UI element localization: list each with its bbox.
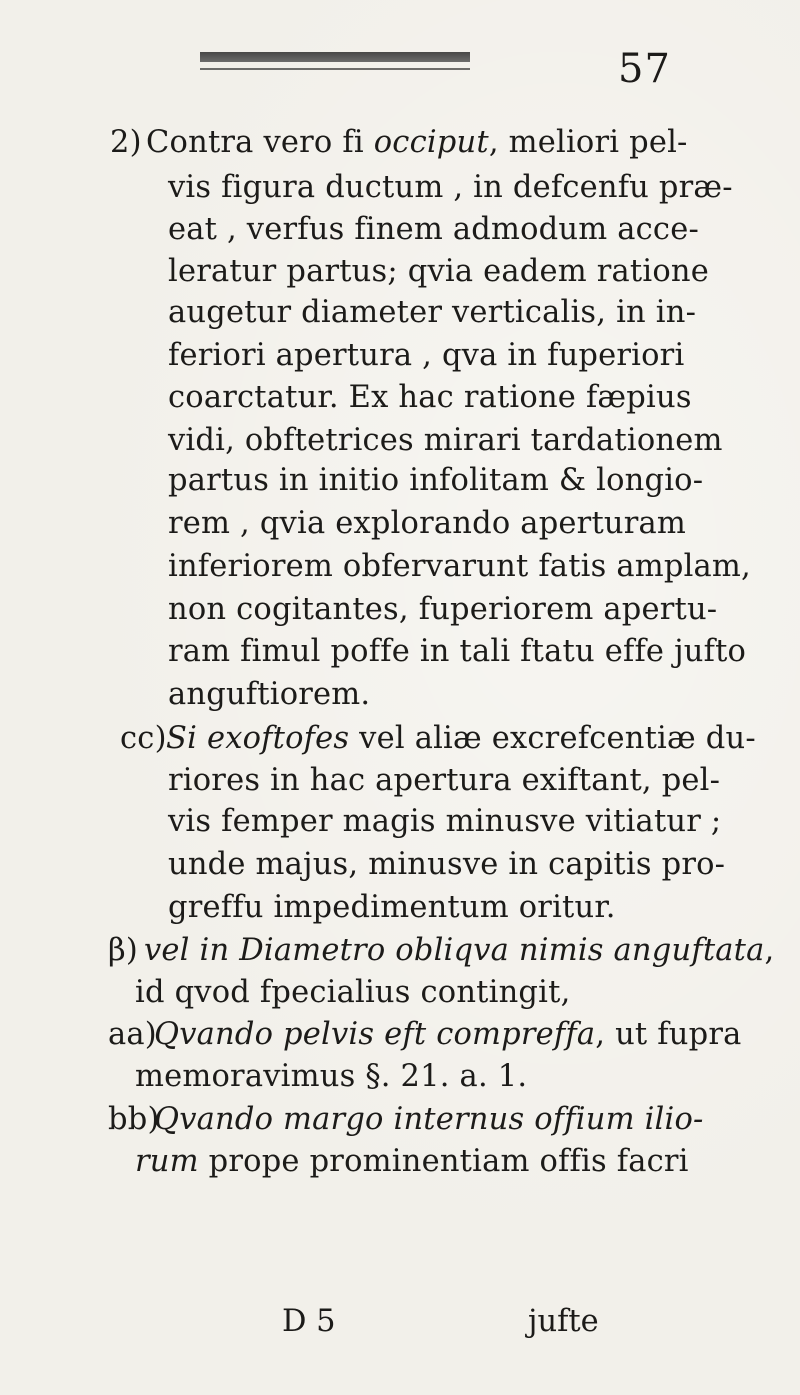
text-line	[168, 336, 684, 376]
text-line	[168, 421, 723, 461]
text-segment: feriori apertura , qva in fuperiori	[168, 338, 685, 373]
text-segment: memoravimus §. 21. a. 1.	[135, 1059, 528, 1094]
text-segment: , ut fupra	[595, 1017, 742, 1052]
italic-text: occiput	[373, 125, 489, 160]
text-line	[154, 1015, 742, 1055]
text-line	[168, 632, 746, 672]
header-rule-thin	[200, 68, 470, 70]
text-line	[168, 888, 616, 928]
text-segment: prope prominentiam offis facri	[198, 1144, 689, 1179]
text-line	[166, 719, 756, 759]
text-segment: vis figura ductum , in defcenfu præ-	[168, 170, 733, 205]
italic-text: Si exoftofes	[166, 721, 350, 756]
text-segment: leratur partus; qvia eadem ratione	[168, 254, 709, 289]
text-segment: ,	[764, 933, 775, 968]
text-line	[168, 378, 692, 418]
italic-text: Qvando margo internus offium ilio-	[154, 1102, 704, 1137]
text-segment: riores in hac apertura exiftant, pel-	[168, 763, 721, 798]
text-line	[146, 123, 688, 163]
header-rule	[200, 52, 470, 62]
italic-text: Qvando pelvis eft compreffa	[154, 1017, 596, 1052]
text-line	[168, 210, 699, 250]
text-line	[168, 293, 696, 333]
text-segment: partus in initio infolitam & longio-	[168, 463, 704, 498]
text-line	[135, 1057, 527, 1097]
italic-text: rum	[135, 1144, 199, 1179]
section-label: 2)	[110, 125, 142, 160]
page-number: 57	[618, 46, 671, 92]
text-line	[168, 590, 717, 630]
text-segment: unde majus, minusve in capitis pro-	[168, 847, 726, 882]
text-line	[168, 547, 751, 587]
catchword: jufte	[528, 1304, 599, 1339]
section-label: aa)	[108, 1017, 157, 1052]
text-line	[154, 1100, 704, 1140]
text-line	[168, 675, 370, 715]
text-segment: eat , verfus finem admodum acce-	[168, 212, 699, 247]
text-line	[135, 973, 570, 1013]
text-line	[168, 504, 686, 544]
text-line	[168, 761, 720, 801]
text-line	[168, 252, 709, 292]
text-segment: vidi, obftetrices mirari tardationem	[168, 423, 723, 458]
text-line	[168, 802, 721, 842]
text-segment: vis femper magis minusve vitiatur ;	[168, 804, 722, 839]
text-line	[135, 1142, 689, 1182]
section-label: bb)	[108, 1102, 160, 1137]
text-segment: anguftiorem.	[168, 677, 371, 712]
text-segment: non cogitantes, fuperiorem apertu-	[168, 592, 718, 627]
text-line	[168, 168, 733, 208]
text-segment: rem , qvia explorando aperturam	[168, 506, 687, 541]
text-segment: inferiorem obfervarunt fatis amplam,	[168, 549, 751, 584]
section-label: β)	[108, 933, 138, 968]
text-line	[168, 461, 703, 501]
text-segment: id qvod fpecialius contingit,	[135, 975, 571, 1010]
text-segment: , meliori pel-	[488, 125, 688, 160]
text-segment: Contra vero fi	[146, 125, 374, 160]
text-segment: greffu impedimentum oritur.	[168, 890, 616, 925]
text-line	[168, 845, 725, 885]
section-label: cc)	[120, 721, 167, 756]
text-segment: augetur diameter verticalis, in in-	[168, 295, 697, 330]
signature-mark: D 5	[282, 1304, 336, 1339]
text-segment: vel aliæ excrefcentiæ du-	[349, 721, 756, 756]
text-segment: ram fimul poffe in tali ftatu effe jufto	[168, 634, 747, 669]
italic-text: vel in Diametro obliqva nimis anguftata	[144, 933, 765, 968]
text-line	[144, 931, 774, 971]
text-segment: coarctatur. Ex hac ratione fæpius	[168, 380, 692, 415]
